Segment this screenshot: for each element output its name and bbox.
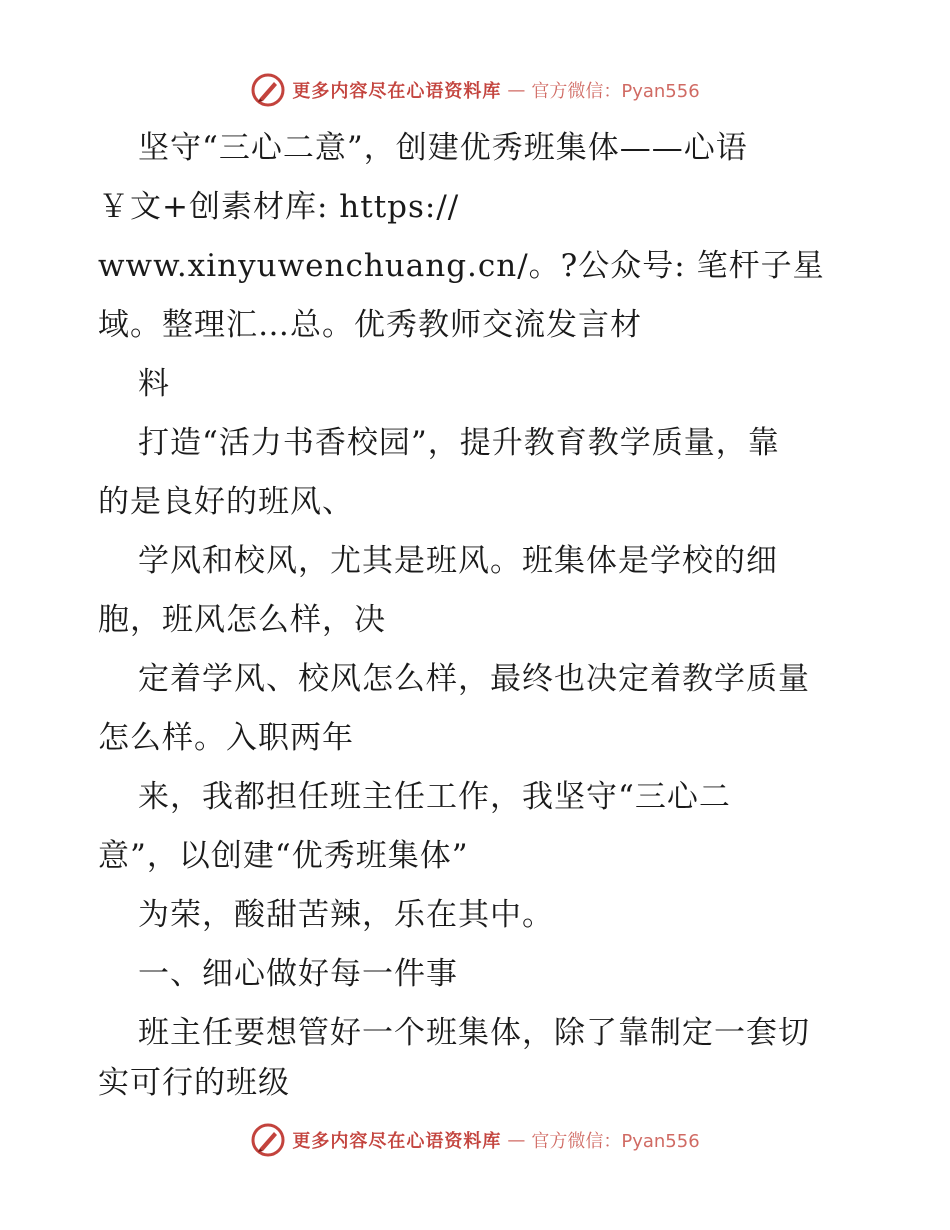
doc-line: 料 — [138, 366, 170, 402]
doc-line: 的是良好的班风、 — [98, 484, 354, 520]
doc-line: 定着学风、校风怎么样，最终也决定着教学质量 — [138, 661, 810, 697]
banner-wechat-text: 官方微信：Pyan556 — [531, 1131, 700, 1152]
doc-line: 学风和校风，尤其是班风。班集体是学校的细 — [138, 543, 778, 579]
doc-line: 意”，以创建“优秀班集体” — [98, 838, 469, 874]
banner-separator: — — [507, 1129, 526, 1151]
doc-line: 来，我都担任班主任工作，我坚守“三心二 — [138, 779, 731, 815]
doc-line: www.xinyuwenchuang.cn/。?公众号: 笔杆子星 — [98, 248, 825, 284]
doc-line: 打造“活力书香校园”，提升教育教学质量，靠 — [138, 425, 780, 461]
header-banner — [0, 70, 950, 110]
doc-line: 一、细心做好每一件事 — [138, 956, 458, 992]
banner-site-text: 更多内容尽在心语资料库 — [292, 1131, 502, 1152]
footer-banner — [0, 1120, 950, 1160]
doc-line: 坚守“三心二意”，创建优秀班集体——心语 — [138, 130, 748, 166]
banner-wechat-text: 官方微信：Pyan556 — [531, 81, 700, 102]
pen-logo-icon — [250, 72, 286, 108]
doc-line: 域。整理汇…总。优秀教师交流发言材 — [98, 307, 642, 343]
doc-line: ￥文+创素材库: https:// — [98, 189, 460, 225]
banner-separator: — — [507, 79, 526, 101]
banner-site-text: 更多内容尽在心语资料库 — [292, 81, 502, 102]
pen-logo-icon — [250, 1122, 286, 1158]
doc-line: 怎么样。入职两年 — [98, 720, 354, 756]
doc-line: 胞，班风怎么样，决 — [98, 602, 386, 638]
doc-line: 班主任要想管好一个班集体，除了靠制定一套切 — [138, 1015, 810, 1051]
doc-line: 为荣，酸甜苦辣，乐在其中。 — [138, 897, 554, 933]
doc-line: 实可行的班级 — [98, 1065, 290, 1101]
